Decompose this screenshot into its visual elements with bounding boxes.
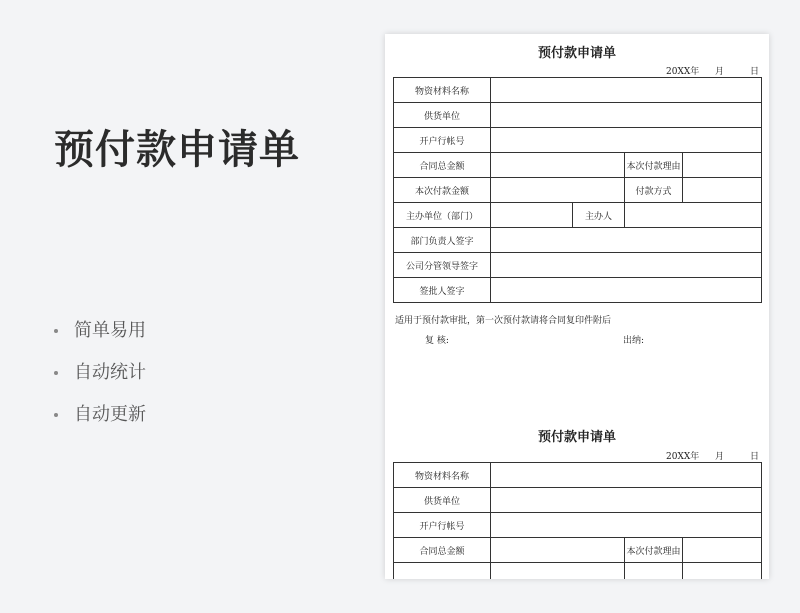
label-dept-head-sign: 部门负责人签字 [394, 228, 491, 253]
date-day: 日 [750, 452, 760, 462]
field-reason[interactable] [683, 538, 762, 563]
table-row [394, 153, 762, 178]
cut-cell [491, 563, 625, 580]
table-row [394, 253, 762, 278]
label-contract-total: 合同总金额 [394, 153, 491, 178]
field-leader-sign[interactable] [491, 253, 762, 278]
form-preview-sheet [385, 34, 769, 579]
label-supplier: 供货单位 [394, 488, 491, 513]
date-year: 20XX年 [666, 452, 700, 462]
bullet-icon [54, 371, 58, 375]
field-host-person[interactable] [625, 203, 762, 228]
table-row [394, 203, 762, 228]
label-material-name: 物资材料名称 [394, 78, 491, 103]
form-title: 预付款申请单 [537, 430, 616, 445]
date-line [385, 449, 769, 461]
label-approver-sign: 签批人签字 [394, 278, 491, 303]
table-row [394, 78, 762, 103]
date-month: 月 [715, 67, 725, 77]
field-contract-total[interactable] [491, 153, 625, 178]
date-line [385, 64, 769, 76]
label-amount: 本次付款金额 [394, 178, 491, 203]
form-table [393, 77, 762, 303]
cut-cell [625, 563, 683, 580]
bullet-icon [54, 413, 58, 417]
field-bank[interactable] [491, 513, 762, 538]
cut-cell [394, 563, 491, 580]
date-month: 月 [715, 452, 725, 462]
table-row [394, 103, 762, 128]
table-row [394, 278, 762, 303]
feature-item [54, 352, 146, 394]
form-note: 适用于预付款审批，第一次预付款请将合同复印件附后 [395, 316, 612, 326]
cut-cell [683, 563, 762, 580]
table-row [394, 488, 762, 513]
feature-label: 自动更新 [74, 404, 146, 425]
table-row [394, 513, 762, 538]
label-host-unit: 主办单位（部门） [394, 203, 491, 228]
form-title: 预付款申请单 [537, 46, 616, 61]
date-year: 20XX年 [666, 67, 700, 77]
table-row [394, 563, 762, 580]
field-dept-head-sign[interactable] [491, 228, 762, 253]
table-row [394, 178, 762, 203]
table-row [394, 538, 762, 563]
feature-list [54, 310, 146, 436]
bullet-icon [54, 329, 58, 333]
field-material-name[interactable] [491, 463, 762, 488]
label-reason: 本次付款理由 [625, 538, 683, 563]
field-bank[interactable] [491, 128, 762, 153]
table-row [394, 228, 762, 253]
field-material-name[interactable] [491, 78, 762, 103]
label-host-person: 主办人 [573, 203, 625, 228]
label-supplier: 供货单位 [394, 103, 491, 128]
field-contract-total[interactable] [491, 538, 625, 563]
table-row [394, 128, 762, 153]
feature-item [54, 394, 146, 436]
label-bank: 开户行帐号 [394, 128, 491, 153]
field-supplier[interactable] [491, 103, 762, 128]
feature-label: 简单易用 [74, 320, 146, 341]
promo-title: 预付款申请单 [54, 127, 300, 173]
date-day: 日 [750, 67, 760, 77]
label-contract-total: 合同总金额 [394, 538, 491, 563]
table-row [394, 463, 762, 488]
field-host-unit[interactable] [491, 203, 573, 228]
form-table [393, 462, 762, 579]
field-amount[interactable] [491, 178, 625, 203]
feature-item [54, 310, 146, 352]
label-leader-sign: 公司分管领导签字 [394, 253, 491, 278]
label-method: 付款方式 [625, 178, 683, 203]
label-material-name: 物资材料名称 [394, 463, 491, 488]
label-bank: 开户行帐号 [394, 513, 491, 538]
field-supplier[interactable] [491, 488, 762, 513]
cashier-label: 出纳: [623, 336, 645, 346]
field-method[interactable] [683, 178, 762, 203]
feature-label: 自动统计 [74, 362, 146, 383]
review-label: 复 核: [425, 336, 449, 346]
label-reason: 本次付款理由 [625, 153, 683, 178]
field-approver-sign[interactable] [491, 278, 762, 303]
field-reason[interactable] [683, 153, 762, 178]
